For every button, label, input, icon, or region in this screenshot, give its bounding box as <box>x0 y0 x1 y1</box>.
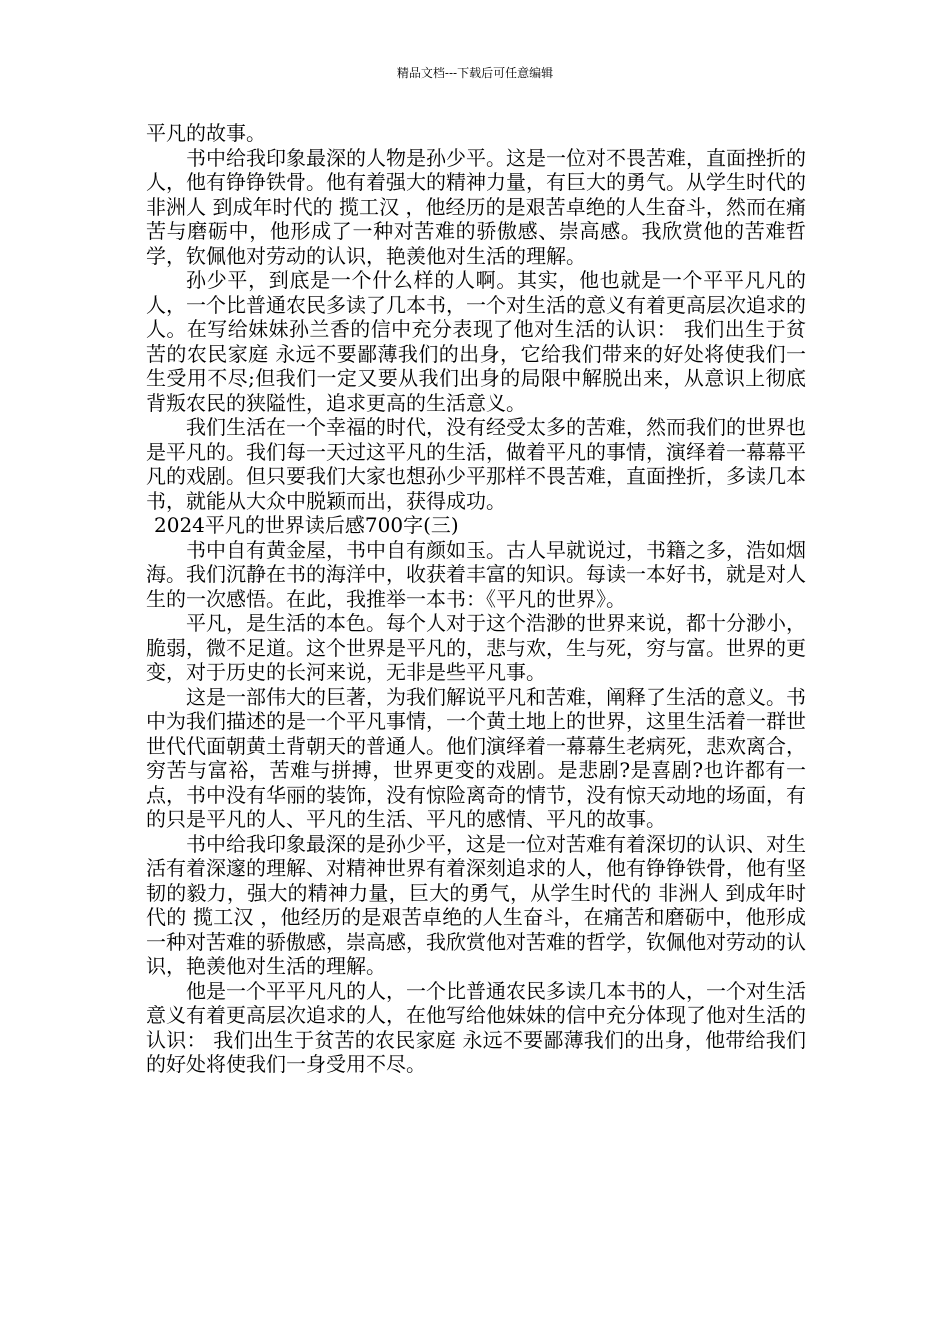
page-header: 精品文档---下载后可任意编辑 <box>396 66 554 80</box>
paragraph: 我们生活在一个幸福的时代，没有经受太多的苦难，然而我们的世界也是平凡的。我们每一天过这平凡的生活，做着平凡的事情，演绎着一幕幕平凡的戏剧。但只要我们大家也想孙少平那样不畏苦难，直面挫折，多读几本书，就能从大众中脱颖而出，获得成功。 <box>146 415 806 513</box>
document-body <box>146 121 806 1077</box>
paragraph: 他是一个平平凡凡的人，一个比普通农民多读几本书的人，一个对生活意义有着更高层次追求的人，在他写给他妹妹的信中充分体现了他对生活的认识： 我们出生于贫苦的农民家庭 永远不要鄙薄我们的出身，他带给我们的好处将使我们一身受用不尽。 <box>146 978 806 1076</box>
paragraph: 书中自有黄金屋，书中自有颜如玉。古人早就说过，书籍之多，浩如烟海。我们沉静在书的海洋中，收获着丰富的知识。每读一本好书，就是对人生的一次感悟。在此，我推举一本书：《平凡的世界》。 <box>146 537 806 611</box>
paragraph: 平凡的故事。 <box>146 121 266 145</box>
section-heading: 2024平凡的世界读后感700字(三) <box>154 513 459 537</box>
paragraph: 这是一部伟大的巨著，为我们解说平凡和苦难，阐释了生活的意义。书中为我们描述的是一个平凡事情，一个黄土地上的世界，这里生活着一群世世代代面朝黄土背朝天的普通人。他们演绎着一幕幕生老病死，悲欢离合，穷苦与富裕，苦难与拼搏，世界更变的戏剧。是悲剧?是喜剧?也许都有一点，书中没有华丽的装饰，没有惊险离奇的情节，没有惊天动地的场面，有的只是平凡的人、平凡的生活、平凡的感情、平凡的故事。 <box>146 684 806 831</box>
paragraph: 书中给我印象最深的人物是孙少平。这是一位对不畏苦难，直面挫折的人，他有铮铮铁骨。他有着强大的精神力量，有巨大的勇气。从学生时代的 非洲人 到成年时代的 揽工汉 ，他经历的是艰苦卓绝的人生奋斗，然而在痛苦与磨砺中，他形成了一种对苦难的骄傲感、崇高感。我欣赏他的苦难哲学，钦佩他对劳动的认识，艳羡他对生活的理解。 <box>146 145 806 268</box>
paragraph: 书中给我印象最深的是孙少平，这是一位对苦难有着深切的认识、对生活有着深邃的理解、对精神世界有着深刻追求的人，他有铮铮铁骨，他有坚韧的毅力，强大的精神力量，巨大的勇气，从学生时代的 非洲人 到成年时代的 揽工汉 ，他经历的是艰苦卓绝的人生奋斗，在痛苦和磨砺中，他形成一种对苦难的骄傲感，崇高感，我欣赏他对苦难的哲学，钦佩他对劳动的认识，艳羡他对生活的理解。 <box>146 831 806 978</box>
paragraph: 平凡，是生活的本色。每个人对于这个浩渺的世界来说，都十分渺小，脆弱，微不足道。这个世界是平凡的，悲与欢，生与死，穷与富。世界的更变，对于历史的长河来说，无非是些平凡事。 <box>146 611 806 684</box>
paragraph: 孙少平，到底是一个什么样的人啊。其实，他也就是一个平平凡凡的人，一个比普通农民多读了几本书，一个对生活的意义有着更高层次追求的人。在写给妹妹孙兰香的信中充分表现了他对生活的认识： 我们出生于贫苦的农民家庭 永远不要鄙薄我们的出身，它给我们带来的好处将使我们一生受用不尽;但我们一定又要从我们出身的局限中解脱出来，从意识上彻底背叛农民的狭隘性，追求更高的生活意义。 <box>146 268 806 415</box>
